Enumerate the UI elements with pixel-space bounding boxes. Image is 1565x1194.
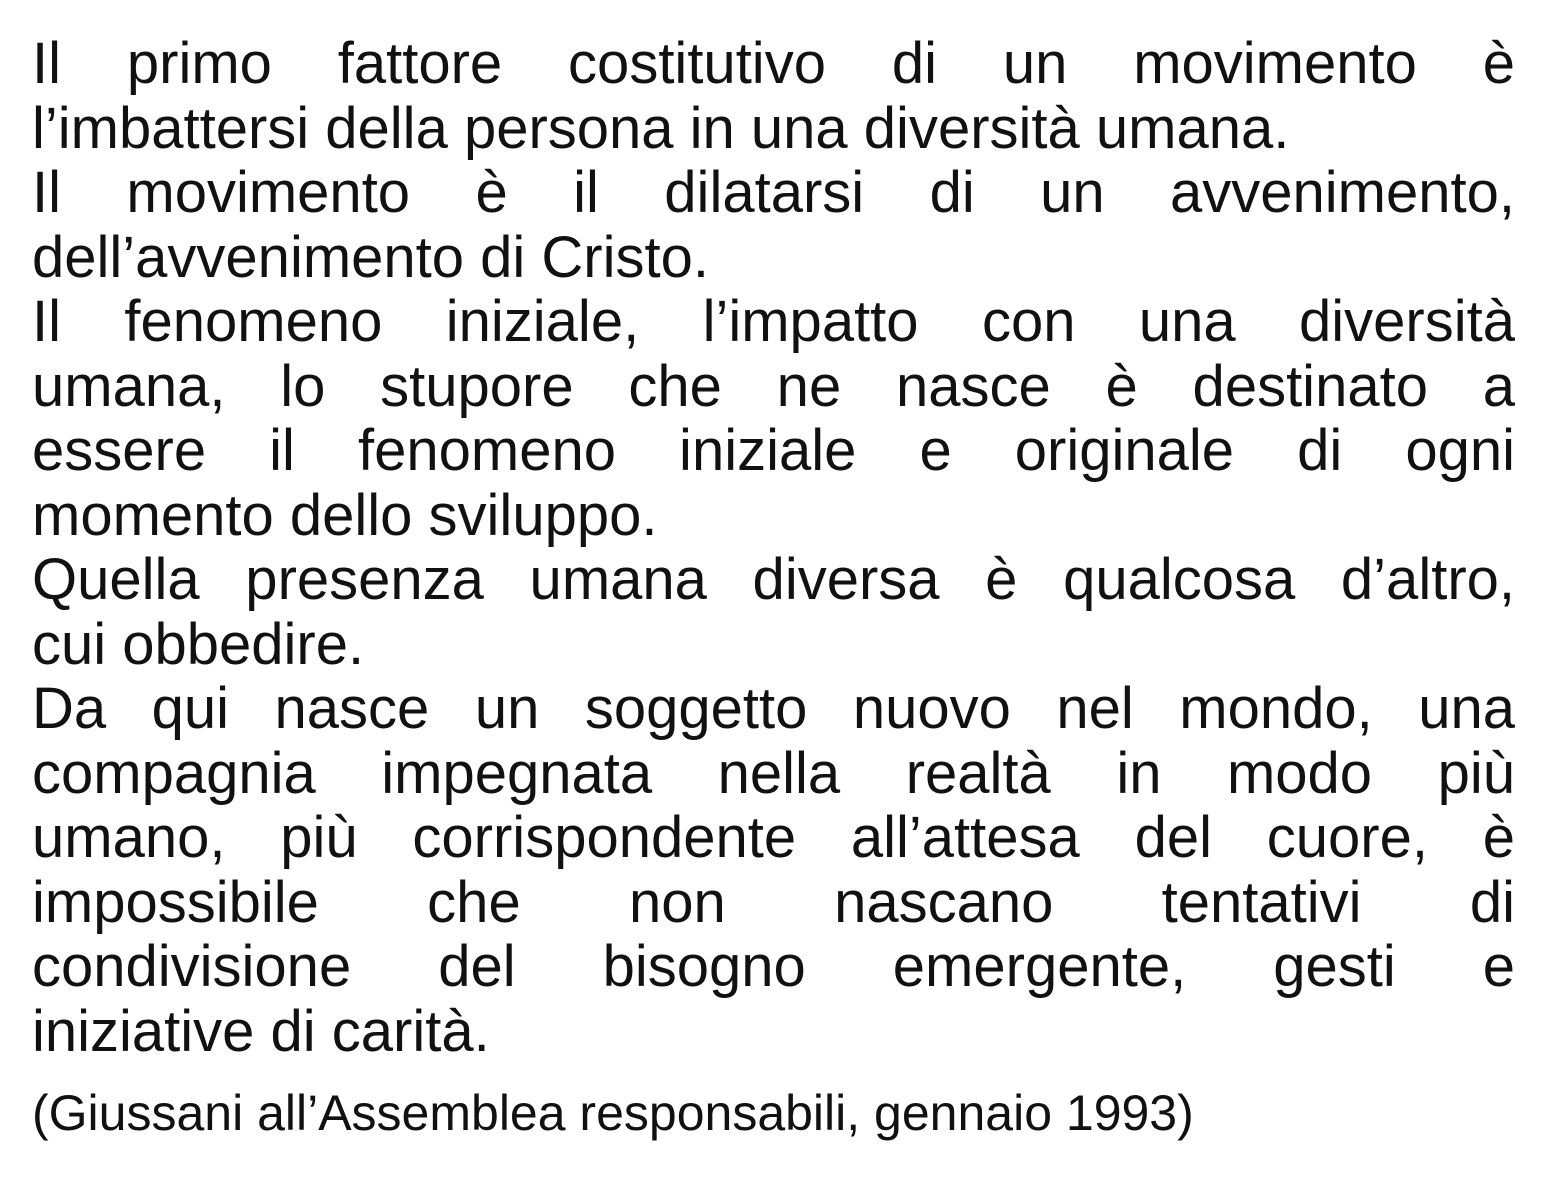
text-line: umana, lo stupore che ne nasce è destinato a [32,354,1515,419]
text-line: cui obbedire. [32,612,365,677]
text-line: iniziative di carità. [32,999,490,1064]
text-line: l’imbattersi della persona in una diversità umana. [32,96,1290,161]
text-line: impossibile che non nascano tentativi di [32,870,1515,935]
text-line: Il primo fattore costitutivo di un movimento è [32,32,1515,96]
text-line: umano, più corrispondente all’attesa del cuore, è [32,806,1515,870]
text-line: momento dello sviluppo. [32,483,658,548]
text-line: Il fenomeno iniziale, l’impatto con una diversità [32,290,1515,354]
text-line: compagnia impegnata nella realtà in modo più [32,741,1515,806]
text-line: condivisione del bisogno emergente, gesti e [32,935,1515,999]
text-line: Il movimento è il dilatarsi di un avvenimento, [32,161,1515,225]
text-line: essere il fenomeno iniziale e originale di ogni [32,419,1515,483]
text-line: Da qui nasce un soggetto nuovo nel mondo, una [32,677,1515,741]
quote-text [32,32,1515,1064]
citation: (Giussani all’Assemblea responsabili, gennaio 1993) [32,1085,1194,1141]
text-line: Quella presenza umana diversa è qualcosa d’altro, [32,548,1515,612]
text-line: dell’avvenimento di Cristo. [32,225,709,290]
